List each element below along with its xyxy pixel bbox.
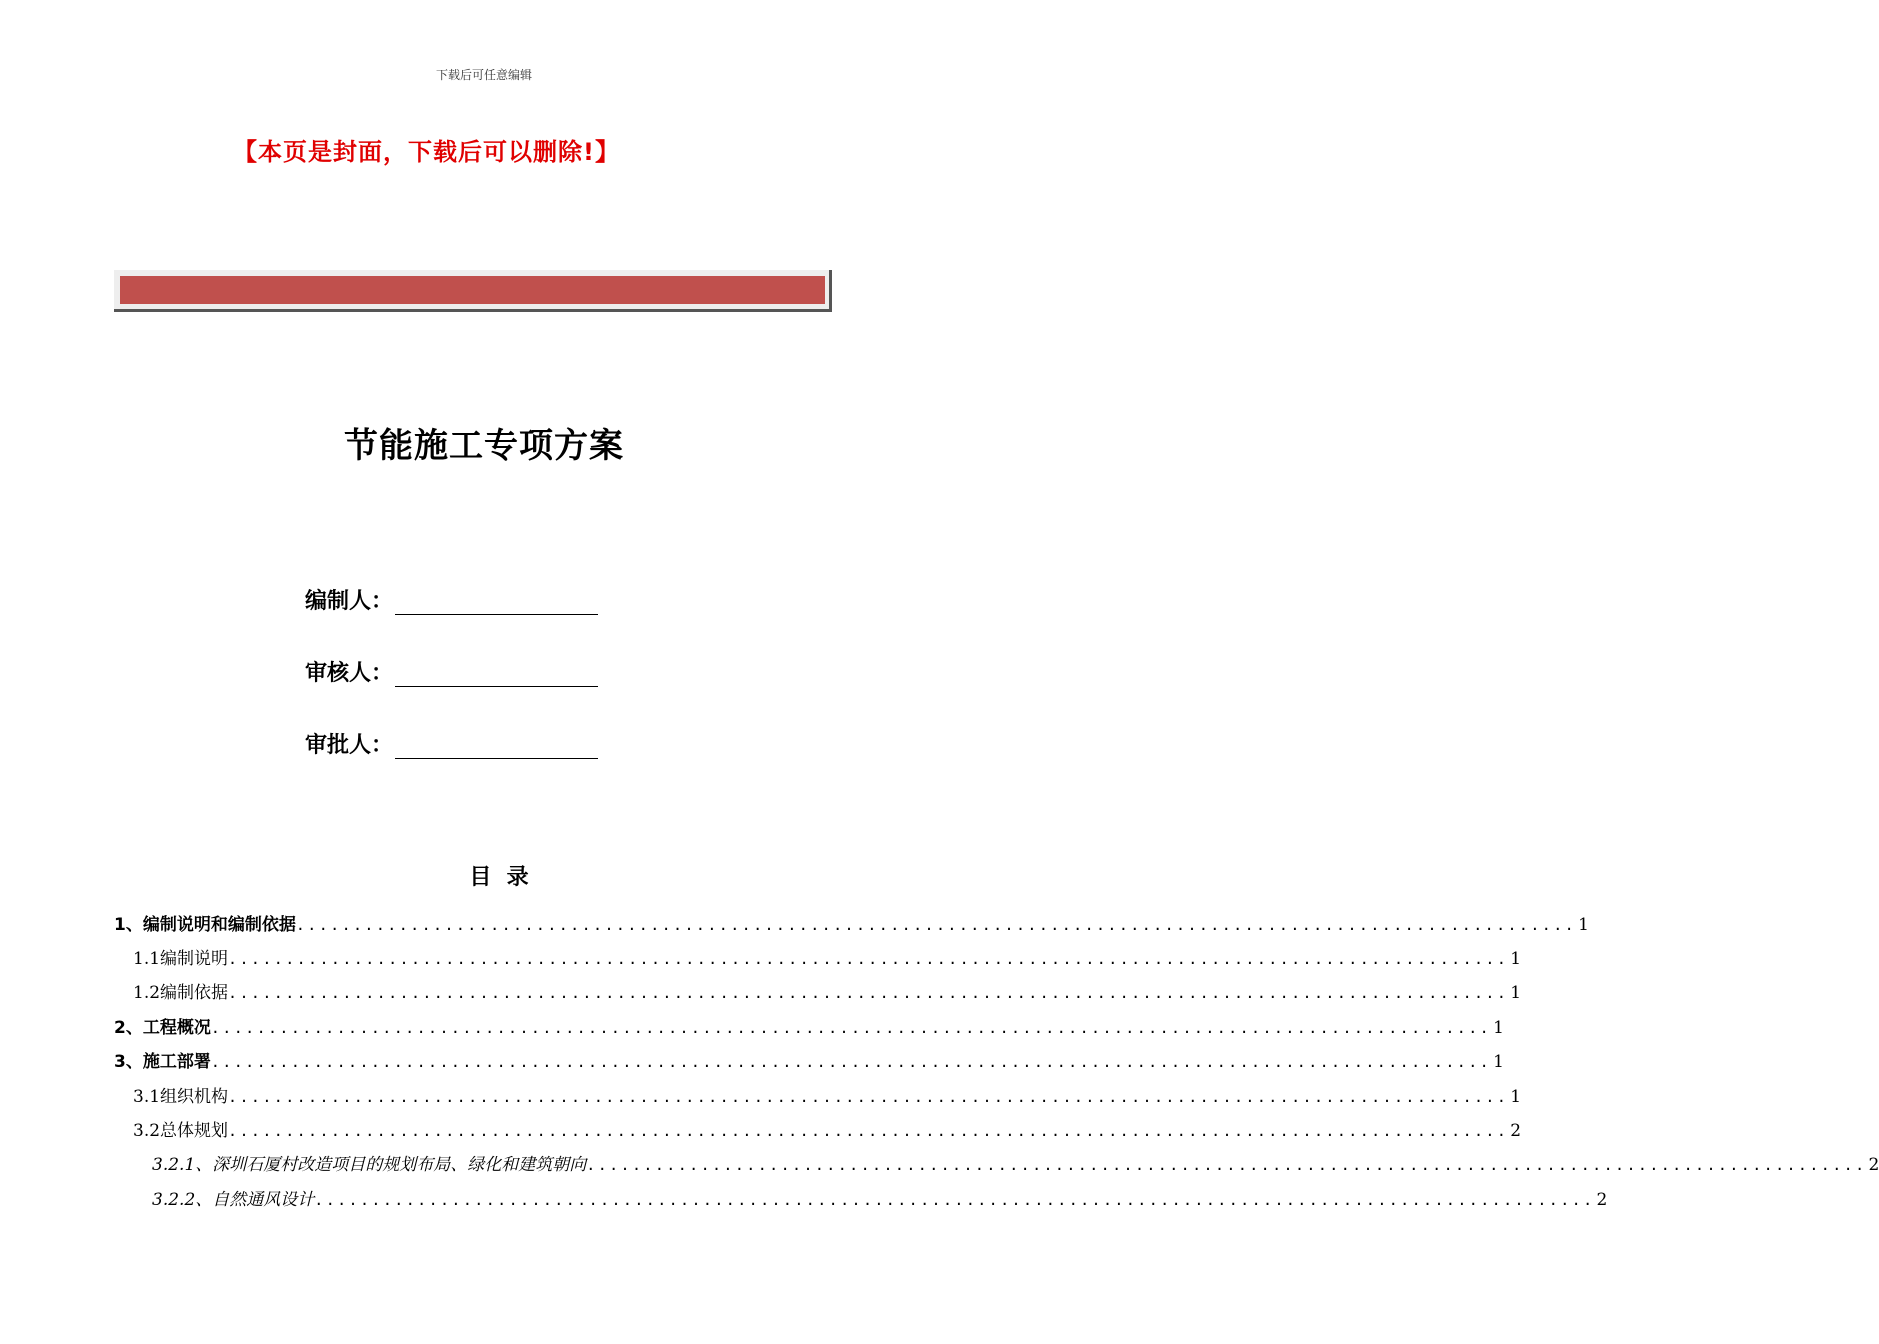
- header-note: 下载后可任意编辑: [435, 68, 532, 82]
- toc-entry-page: 1: [1510, 983, 1522, 1003]
- toc-entry-text: 3.2总体规划: [133, 1121, 229, 1141]
- toc-entry[interactable]: 3.1组织机构 ................................................................................................................ 1: [133, 1082, 836, 1112]
- toc-entry-page: 1: [1510, 949, 1522, 969]
- toc-entry[interactable]: 1、编制说明和编制依据 ................................................................................................................ 1: [114, 910, 836, 940]
- toc-entry-page: 1: [1578, 915, 1589, 935]
- toc-entry-page: 1: [1493, 1052, 1504, 1072]
- cover-notice: 【本页是封面，下载后可以删除!】: [233, 138, 620, 166]
- signature-label: 审核人：: [305, 661, 394, 686]
- toc-entry[interactable]: 1.1编制说明 ................................................................................................................ 1: [133, 944, 836, 974]
- toc-entry-text: 3.2.2、自然通风设计: [152, 1190, 315, 1210]
- signature-row-author: [305, 584, 598, 614]
- signature-label: 编制人：: [305, 589, 394, 614]
- toc-entry[interactable]: 3、施工部署 ................................................................................................................ 1: [114, 1047, 836, 1077]
- toc-entry[interactable]: 2、工程概况 ................................................................................................................ 1: [114, 1013, 836, 1043]
- toc-entry[interactable]: 3.2.2、自然通风设计 ................................................................................................................ 2: [152, 1185, 836, 1215]
- toc-entry-text: 1.2编制依据: [133, 983, 229, 1003]
- signature-line[interactable]: [395, 662, 598, 687]
- toc-entry-page: 1: [1510, 1087, 1522, 1107]
- toc-entry[interactable]: 3.2.1、深圳石厦村改造项目的规划布局、绿化和建筑朝向 ................................................................................................................ 2: [152, 1150, 836, 1180]
- toc-entry-page: 2: [1596, 1190, 1608, 1210]
- toc-entry-text: 3.1组织机构: [133, 1087, 229, 1107]
- toc-entry-text: 3、施工部署: [114, 1052, 211, 1072]
- signature-line[interactable]: [395, 590, 598, 615]
- toc-entry[interactable]: 1.2编制依据 ................................................................................................................ 1: [133, 978, 836, 1008]
- toc-heading: 目 录: [469, 865, 529, 890]
- title-banner: [114, 270, 832, 312]
- signature-label: 审批人：: [305, 733, 394, 758]
- toc-entry-text: 1、编制说明和编制依据: [114, 915, 296, 935]
- toc-entry-page: 2: [1868, 1155, 1879, 1175]
- toc-entry-page: 2: [1510, 1121, 1522, 1141]
- toc-entry-text: 1.1编制说明: [133, 949, 229, 969]
- document-title: 节能施工专项方案: [344, 426, 624, 466]
- toc-entry-text: 3.2.1、深圳石厦村改造项目的规划布局、绿化和建筑朝向: [152, 1155, 587, 1175]
- toc-entry[interactable]: 3.2总体规划 ................................................................................................................ 2: [133, 1116, 836, 1146]
- toc-entry-text: 2、工程概况: [114, 1018, 211, 1038]
- signature-line[interactable]: [395, 734, 598, 759]
- toc-entry-page: 1: [1493, 1018, 1504, 1038]
- title-banner-fill: [120, 276, 825, 304]
- signature-row-approver: [305, 728, 598, 758]
- signature-row-reviewer: [305, 656, 598, 686]
